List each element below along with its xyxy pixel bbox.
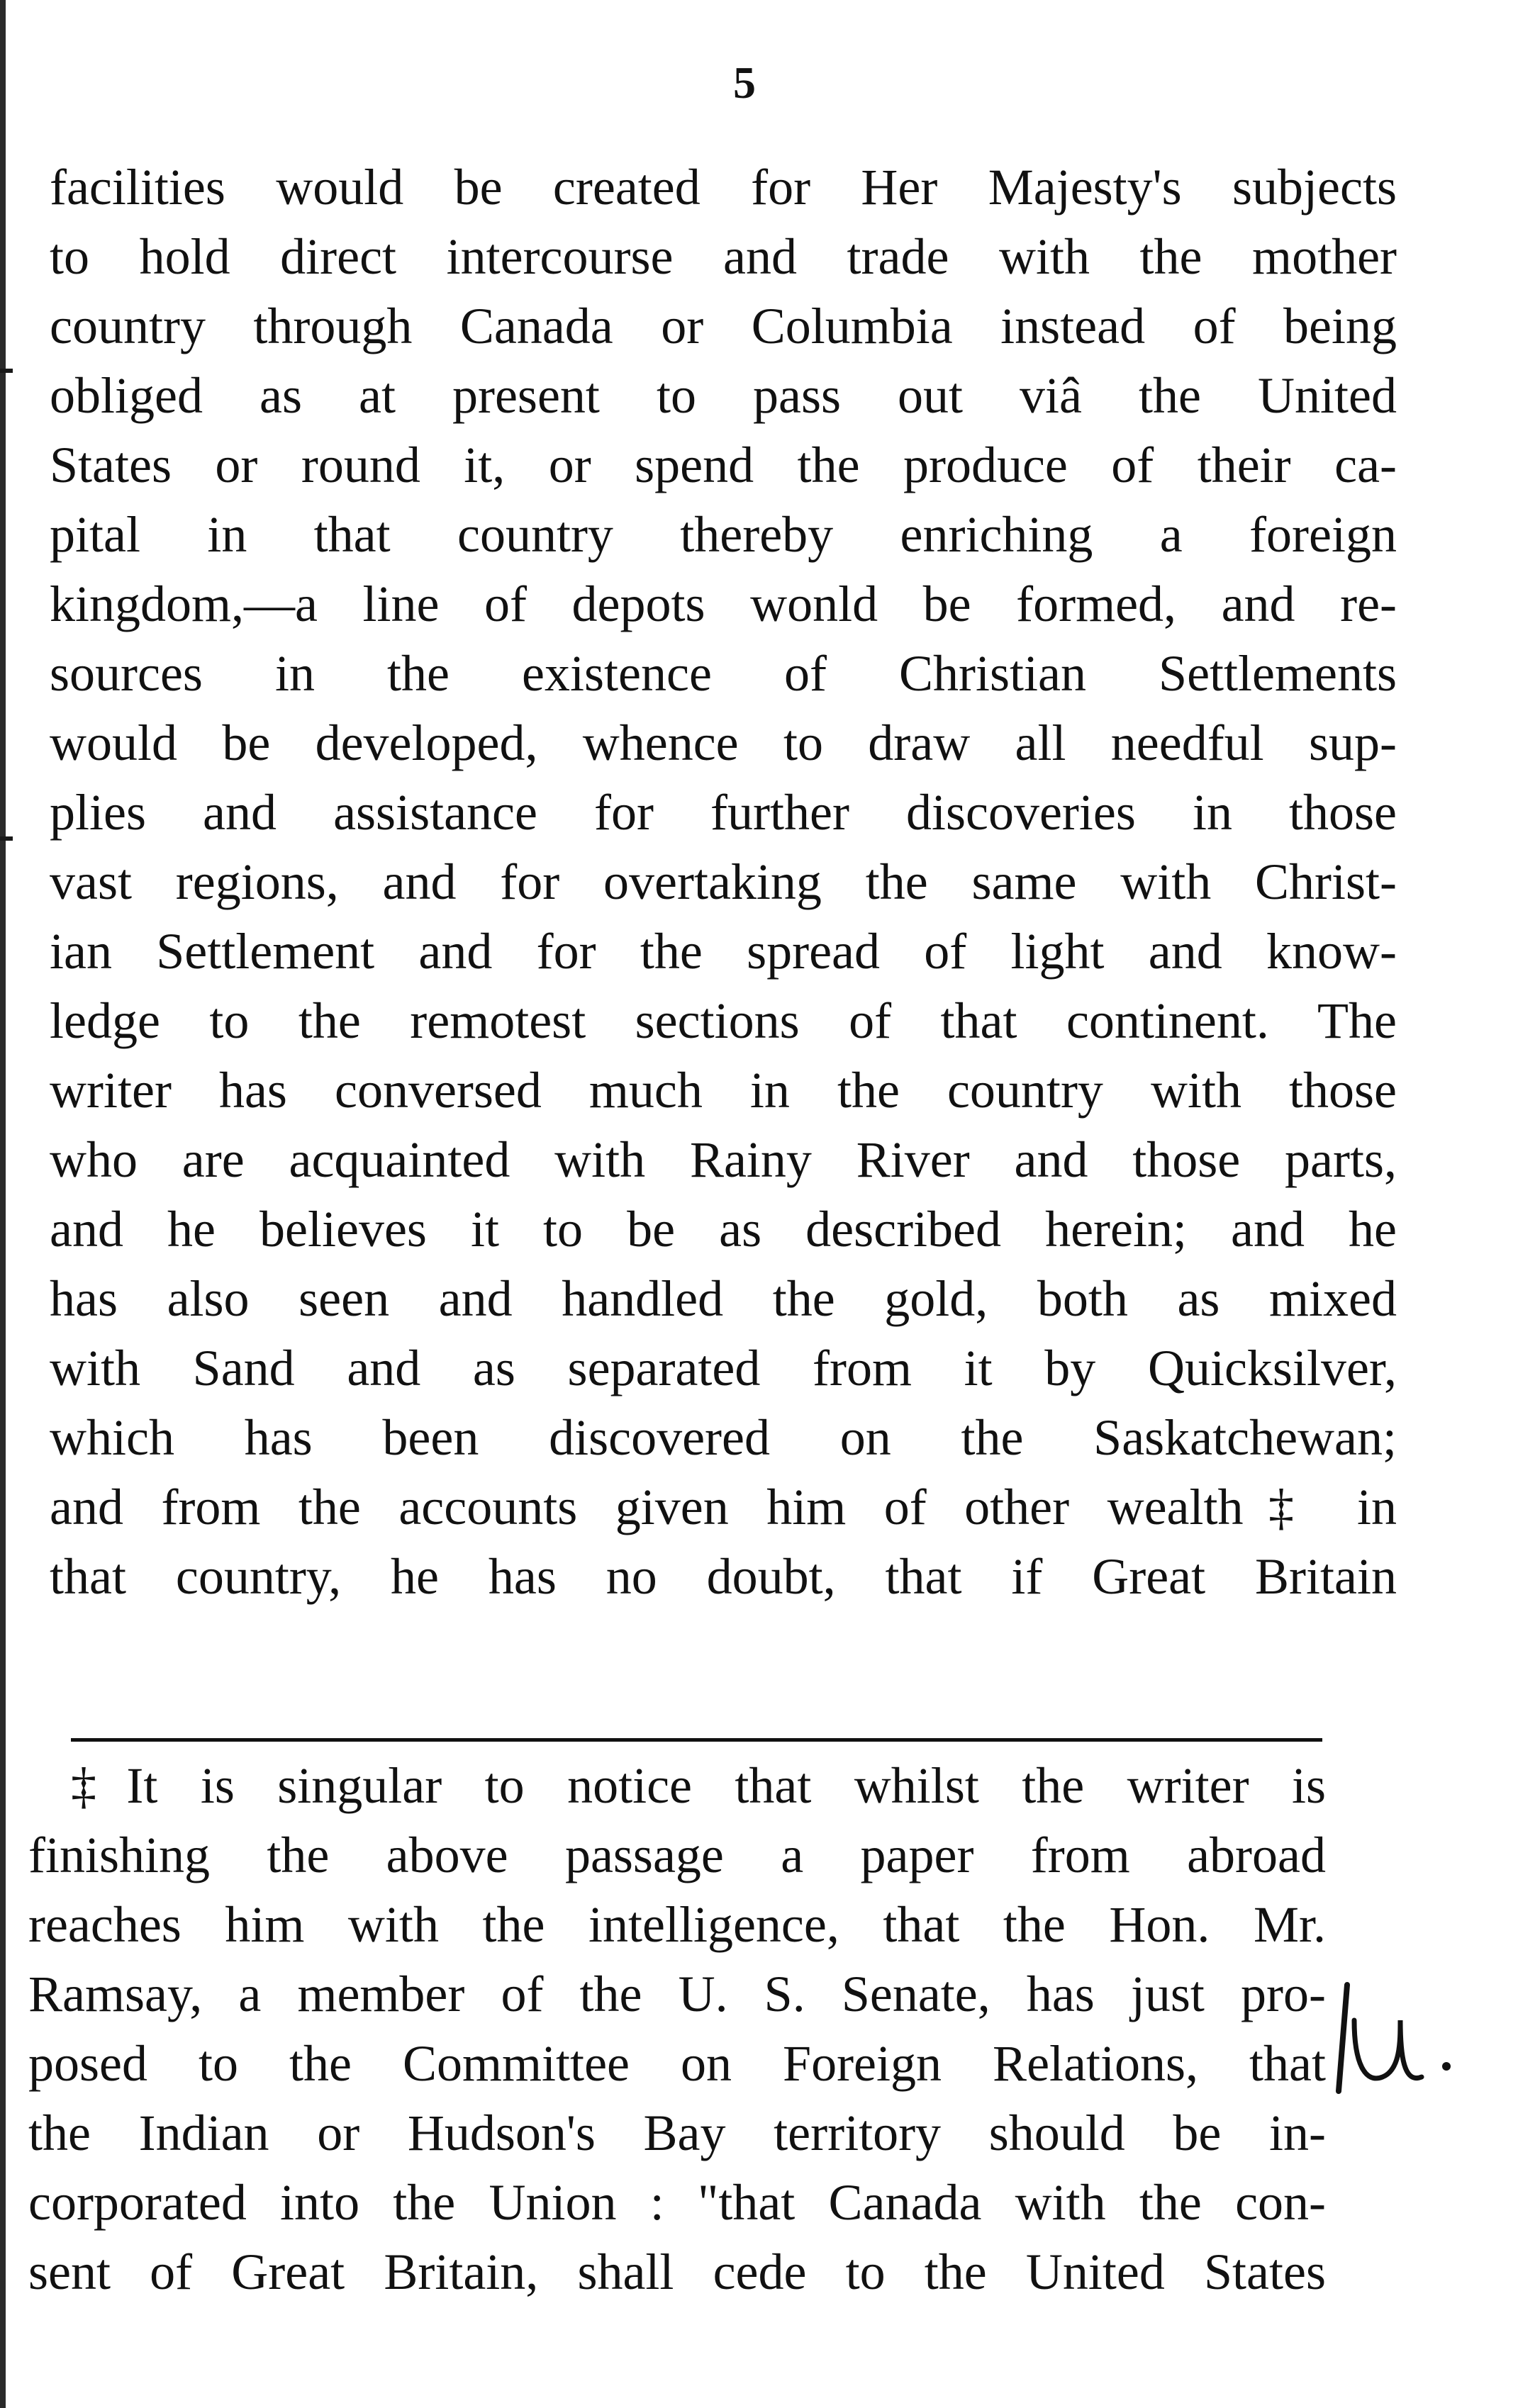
- page-number: 5: [733, 57, 756, 108]
- body-line: which has been discovered on the Saskatchewan;: [50, 1409, 1397, 1466]
- body-line: facilities would be created for Her Majesty's subjects: [50, 159, 1397, 215]
- body-line: and from the accounts given him of other wealth‡ in: [50, 1479, 1397, 1535]
- body-line: sources in the existence of Christian Settlements: [50, 645, 1397, 702]
- footnote-line: Ramsay, a member of the U. S. Senate, has just pro-: [28, 1966, 1326, 2022]
- footnote-line: the Indian or Hudson's Bay territory should be in-: [28, 2105, 1326, 2161]
- body-line: has also seen and handled the gold, both as mixed: [50, 1270, 1397, 1327]
- footnote: [28, 1751, 1326, 2307]
- page-spine-edge: [0, 0, 6, 2408]
- body-line: States or round it, or spend the produce of their ca-: [50, 437, 1397, 493]
- body-text: [50, 152, 1397, 1611]
- body-line: plies and assistance for further discoveries in those: [50, 784, 1397, 841]
- footnote-line: finishing the above passage a paper from abroad: [28, 1827, 1326, 1883]
- body-line: writer has conversed much in the country with those: [50, 1062, 1397, 1119]
- body-line: country through Canada or Columbia instead of being: [50, 298, 1397, 354]
- spine-mark: [0, 836, 13, 841]
- body-line: that country, he has no doubt, that if Great Britain: [50, 1548, 1397, 1605]
- footnote-line: posed to the Committee on Foreign Relations, that: [28, 2035, 1326, 2092]
- footnote-line: sent of Great Britain, shall cede to the United States: [28, 2244, 1326, 2300]
- handwritten-margin-correction: [1333, 1978, 1461, 2098]
- body-line: obliged as at present to pass out viâ the United: [50, 367, 1397, 424]
- body-line: vast regions, and for overtaking the same with Christ-: [50, 853, 1397, 910]
- footnote-line: ‡It is singular to notice that whilst the writer is: [71, 1757, 1326, 1814]
- body-line: ledge to the remotest sections of that continent. The: [50, 992, 1397, 1049]
- footnote-separator-rule: [71, 1738, 1322, 1742]
- body-line: kingdom,—a line of depots wonld be formed, and re-: [50, 576, 1397, 632]
- body-line: with Sand and as separated from it by Quicksilver,: [50, 1340, 1397, 1396]
- body-line: and he believes it to be as described herein; and he: [50, 1201, 1397, 1258]
- spine-mark: [0, 369, 13, 373]
- footnote-line: reaches him with the intelligence, that the Hon. Mr.: [28, 1896, 1326, 1953]
- body-line: ian Settlement and for the spread of light and know-: [50, 923, 1397, 980]
- body-line: pital in that country thereby enriching a foreign: [50, 506, 1397, 563]
- body-line: who are acquainted with Rainy River and those parts,: [50, 1131, 1397, 1188]
- body-line: would be developed, whence to draw all needful sup-: [50, 715, 1397, 771]
- footnote-line: corporated into the Union : "that Canada with the con-: [28, 2174, 1326, 2231]
- body-line: to hold direct intercourse and trade with the mother: [50, 228, 1397, 285]
